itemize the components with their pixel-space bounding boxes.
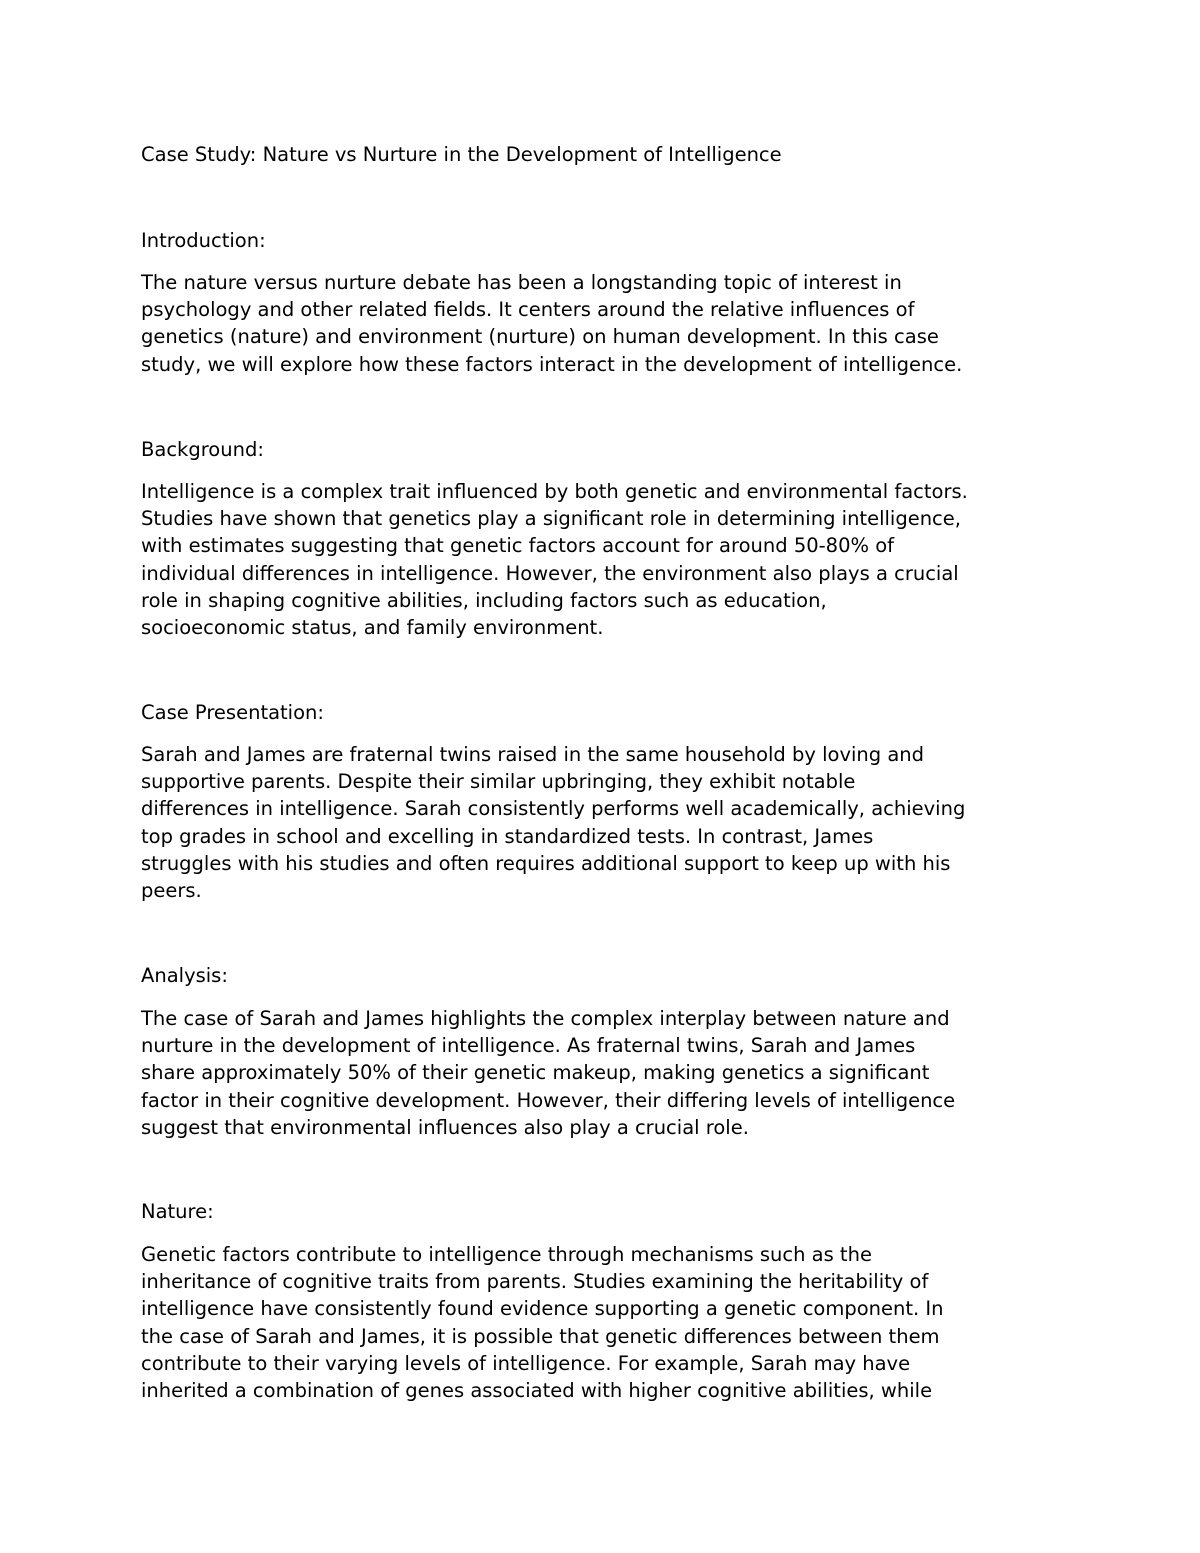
section-heading-introduction: Introduction: <box>141 229 266 252</box>
section-heading-nature: Nature: <box>141 1200 214 1223</box>
section-paragraph-case-presentation <box>141 741 1071 904</box>
paragraph-line: Studies have shown that genetics play a significant role in determining intelligence, <box>141 507 961 531</box>
paragraph-line: individual differences in intelligence. However, the environment also plays a crucial <box>141 561 959 585</box>
section-paragraph-introduction <box>141 269 1071 378</box>
document-title: Case Study: Nature vs Nurture in the Development of Intelligence <box>141 143 782 166</box>
paragraph-line: suggest that environmental influences also play a crucial role. <box>141 1115 749 1139</box>
paragraph-line: differences in intelligence. Sarah consistently performs well academically, achieving <box>141 797 966 821</box>
paragraph-line: the case of Sarah and James, it is possible that genetic differences between them <box>141 1324 940 1348</box>
paragraph-line: genetics (nature) and environment (nurture) on human development. In this case <box>141 325 939 349</box>
paragraph-line: top grades in school and excelling in standardized tests. In contrast, James <box>141 824 874 848</box>
paragraph-line: struggles with his studies and often requires additional support to keep up with his <box>141 851 951 875</box>
section-heading-case-presentation: Case Presentation: <box>141 701 324 724</box>
paragraph-line: role in shaping cognitive abilities, including factors such as education, <box>141 588 827 612</box>
paragraph-line: Sarah and James are fraternal twins raised in the same household by loving and <box>141 743 925 766</box>
paragraph-line: study, we will explore how these factors interact in the development of intelligence. <box>141 352 963 376</box>
paragraph-line: Genetic factors contribute to intelligence through mechanisms such as the <box>141 1243 872 1266</box>
paragraph-line: The nature versus nurture debate has been a longstanding topic of interest in <box>141 271 902 294</box>
paragraph-line: contribute to their varying levels of intelligence. For example, Sarah may have <box>141 1351 911 1375</box>
section-paragraph-nature <box>141 1241 1071 1404</box>
paragraph-line: factor in their cognitive development. However, their differing levels of intelligence <box>141 1088 956 1112</box>
paragraph-line: supportive parents. Despite their similar upbringing, they exhibit notable <box>141 770 856 794</box>
section-heading-background: Background: <box>141 438 264 461</box>
paragraph-line: psychology and other related fields. It centers around the relative influences of <box>141 298 915 322</box>
paragraph-line: peers. <box>141 879 202 903</box>
paragraph-line: share approximately 50% of their genetic makeup, making genetics a significant <box>141 1061 930 1085</box>
paragraph-line: intelligence have consistently found evidence supporting a genetic component. In <box>141 1297 944 1321</box>
paragraph-line: with estimates suggesting that genetic factors account for around 50-80% of <box>141 534 895 558</box>
paragraph-line: socioeconomic status, and family environment. <box>141 616 604 640</box>
section-paragraph-background <box>141 478 1071 641</box>
section-heading-analysis: Analysis: <box>141 964 228 987</box>
section-paragraph-analysis <box>141 1005 1071 1141</box>
paragraph-line: nurture in the development of intelligence. As fraternal twins, Sarah and James <box>141 1034 916 1058</box>
paragraph-line: inheritance of cognitive traits from parents. Studies examining the heritability of <box>141 1270 929 1294</box>
paragraph-line: Intelligence is a complex trait influenced by both genetic and environmental factors. <box>141 480 968 503</box>
paragraph-line: The case of Sarah and James highlights the complex interplay between nature and <box>141 1007 950 1030</box>
paragraph-line: inherited a combination of genes associated with higher cognitive abilities, while <box>141 1379 933 1403</box>
